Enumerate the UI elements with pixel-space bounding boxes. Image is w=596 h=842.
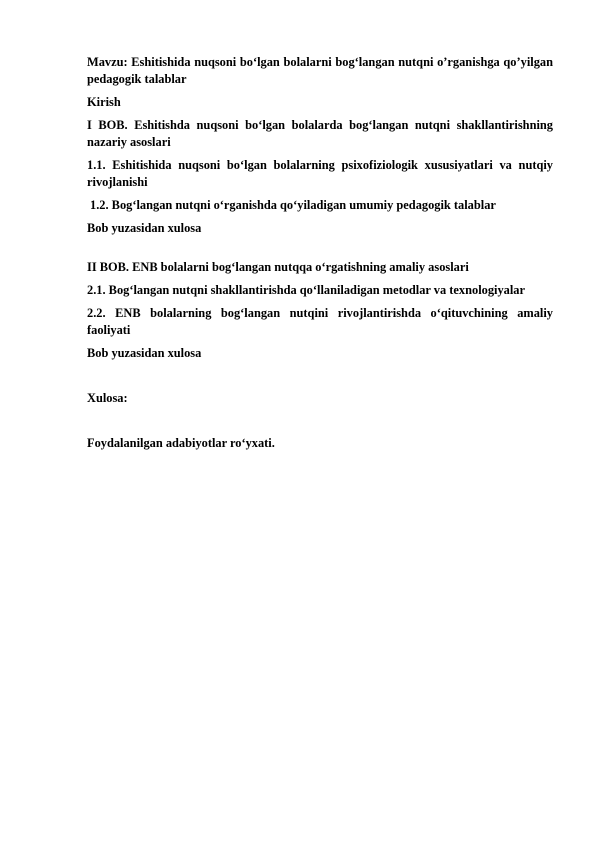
section-1-1: 1.1. Eshitishida nuqsoni bo‘lgan bolalarning psixofiziologik xususiyatlari va nutqiy rivojlanishi <box>87 158 553 189</box>
chapter-2-title: II BOB. ENB bolalarni bog‘langan nutqqa o‘rgatishning amaliy asoslari <box>87 260 469 274</box>
section-2-1: 2.1. Bog‘langan nutqni shakllantirishda qo‘llaniladigan metodlar va texnologiyalar <box>87 283 526 297</box>
topic-title: Mavzu: Eshitishida nuqsoni bo‘lgan bolalarni bog‘langan nutqni o’rganishga qo’yilgan pedagogik talablar <box>87 55 553 86</box>
table-of-contents <box>87 54 553 452</box>
conclusion-entry: Xulosa: <box>87 391 128 405</box>
intro-entry: Kirish <box>87 95 121 109</box>
section-1-2: 1.2. Bog‘langan nutqni o‘rganishda qo‘yiladigan umumiy pedagogik talablar <box>90 198 496 212</box>
chapter-1-title: I BOB. Eshitishda nuqsoni bo‘lgan bolalarda bog‘langan nutqni shakllantirishning nazariy asoslari <box>87 118 553 149</box>
section-2-2: 2.2. ENB bolalarning bog‘langan nutqini rivojlantirishda o‘qituvchining amaliy faoliyati <box>87 306 553 337</box>
chapter-1-summary: Bob yuzasidan xulosa <box>87 221 202 235</box>
references-entry: Foydalanilgan adabiyotlar ro‘yxati. <box>87 436 275 450</box>
chapter-2-summary: Bob yuzasidan xulosa <box>87 346 202 360</box>
